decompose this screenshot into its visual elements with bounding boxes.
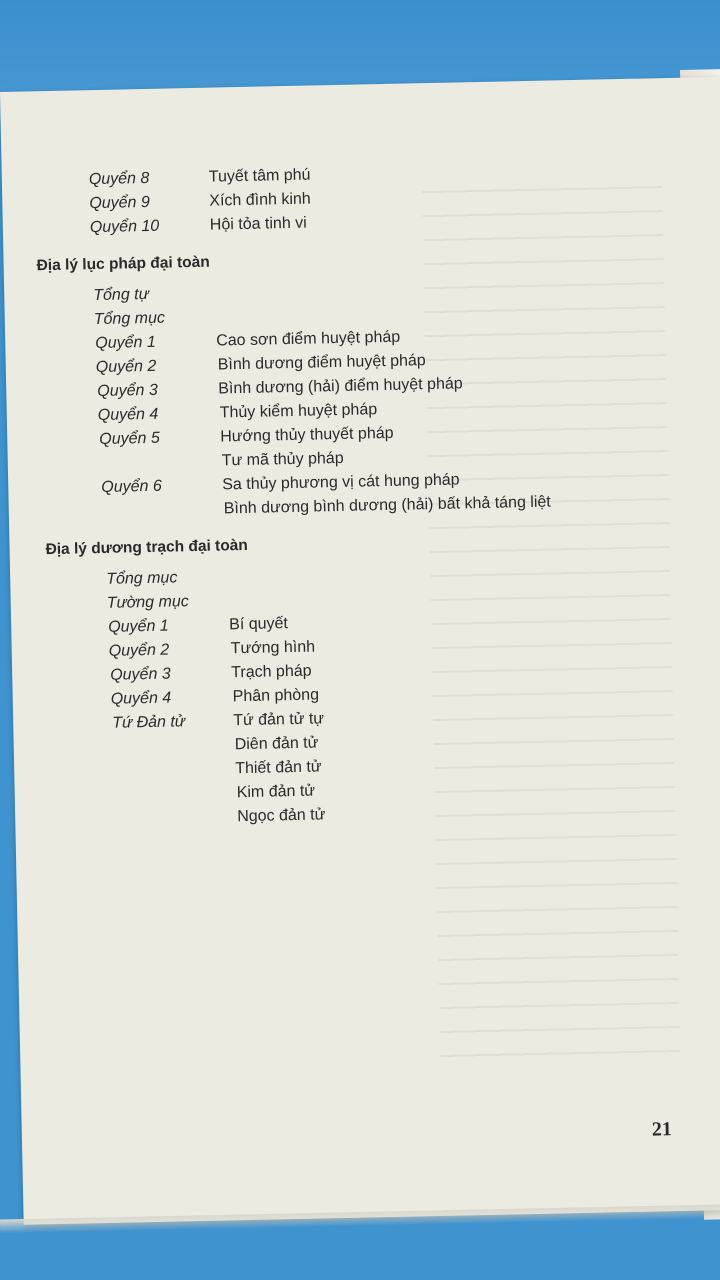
entry-title: Ngọc đản tử (237, 806, 326, 826)
entry-title: Kim đản tử (236, 782, 316, 802)
volume-label: Tổng mục (93, 309, 166, 329)
book-page (0, 77, 720, 1225)
volume-label: Tổng mục (106, 569, 178, 588)
entry-title: Phân phòng (232, 686, 320, 706)
section-heading: Địa lý dương trạch đại toàn (45, 536, 248, 559)
entry-title: Thủy kiểm huyệt pháp (219, 401, 378, 422)
volume-label: Tổng tự (93, 285, 149, 305)
volume-label: Tứ Đản tử (112, 713, 186, 732)
entry-title: Tuyết tâm phú (208, 166, 311, 186)
volume-label: Quyển 6 (101, 477, 162, 496)
volume-label: Tường mục (106, 593, 189, 612)
volume-label: Quyển 1 (108, 617, 169, 636)
volume-label: Quyển 3 (97, 381, 158, 401)
entry-title: Bình dương bình dương (hải) bất khả táng liệt (223, 493, 551, 518)
volume-label: Quyển 2 (108, 641, 170, 660)
volume-label: Quyển 4 (110, 689, 172, 708)
entry-title: Tướng hình (230, 638, 316, 658)
entry-title: Trạch pháp (231, 662, 312, 682)
entry-title: Tư mã thủy pháp (221, 449, 344, 470)
entry-title: Thiết đản tử (235, 758, 322, 778)
section-heading: Địa lý lục pháp đại toàn (36, 253, 210, 275)
table-of-contents (0, 77, 720, 1225)
entry-title: Bình dương điểm huyệt pháp (217, 352, 426, 374)
entry-title: Hướng thủy thuyết pháp (220, 424, 394, 446)
entry-title: Hội tỏa tinh vi (209, 214, 307, 234)
entry-title: Sa thủy phương vị cát hung pháp (222, 471, 460, 494)
entry-title: Tứ đản tử tự (233, 710, 325, 730)
volume-label: Quyển 10 (89, 217, 160, 237)
volume-label: Quyển 8 (88, 169, 150, 189)
volume-label: Quyển 3 (110, 665, 171, 684)
volume-label: Quyển 2 (95, 357, 157, 377)
volume-label: Quyển 5 (99, 429, 160, 448)
entry-title: Diên đản tử (234, 734, 319, 754)
entry-title: Bình dương (hải) điểm huyệt pháp (218, 375, 463, 398)
volume-label: Quyển 1 (95, 333, 156, 353)
volume-label: Quyển 9 (89, 193, 151, 213)
entry-title: Cao sơn điểm huyệt pháp (216, 328, 401, 350)
page-number: 21 (651, 1118, 673, 1141)
volume-label: Quyển 4 (97, 405, 159, 425)
entry-title: Xích đình kinh (209, 190, 311, 210)
entry-title: Bí quyết (229, 615, 289, 634)
